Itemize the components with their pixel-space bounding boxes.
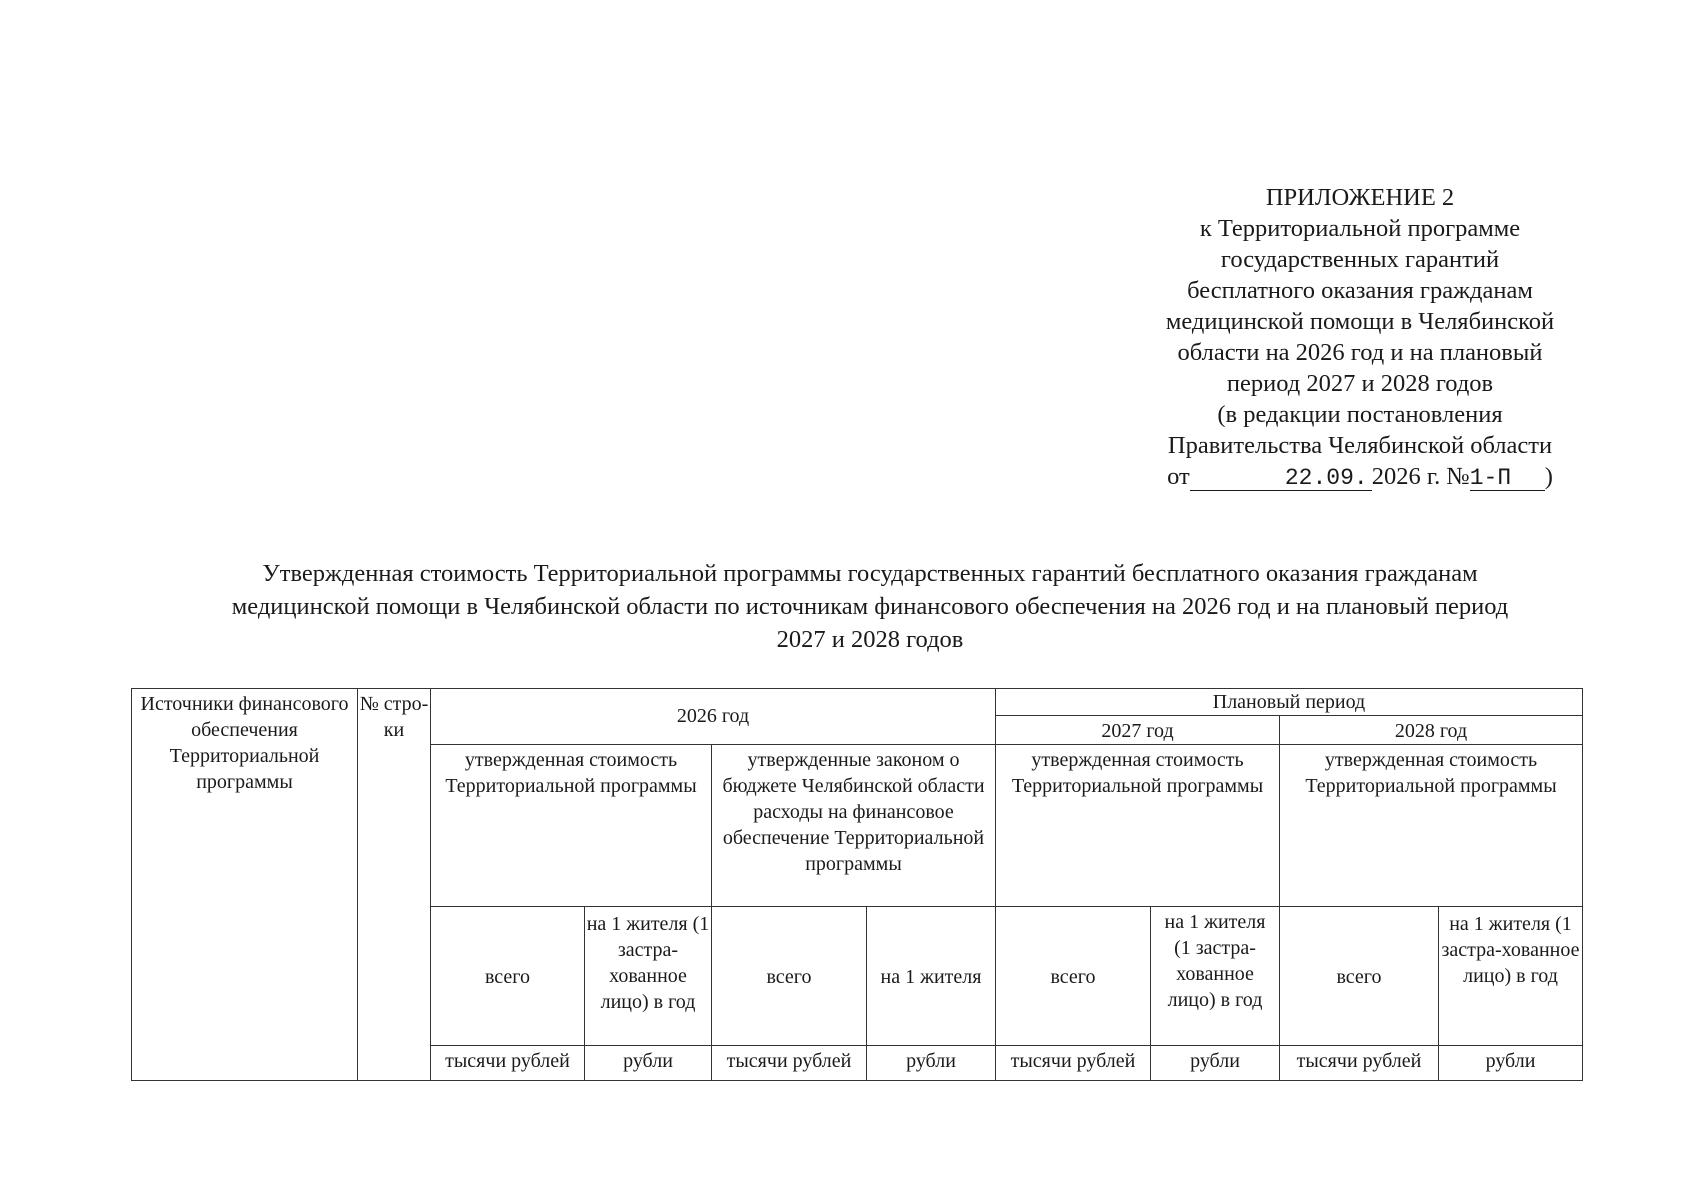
header-per-insured: на 1 жителя (1 застра-хованное лицо) в год — [585, 907, 712, 1046]
appendix-line: к Территориальной программе — [1199, 215, 1521, 242]
appendix-line: Правительства Челябинской области — [1167, 432, 1553, 459]
year-suffix: 2026 г. № — [1371, 463, 1470, 490]
title-line: 2027 и 2028 годов — [776, 626, 964, 653]
header-per-insured: на 1 жителя (1 застра-хованное лицо) в год — [1151, 907, 1280, 1046]
appendix-date-line — [1120, 461, 1600, 492]
date-field: 22.09. — [1190, 466, 1372, 491]
header-approved-cost-2028: утвержденная стоимость Территориальной программы — [1280, 745, 1583, 907]
unit-rubles: рубли — [1151, 1046, 1280, 1081]
header-total: всего — [1280, 907, 1439, 1046]
unit-rubles: рубли — [1439, 1046, 1583, 1081]
unit-thousand-rubles: тысячи рублей — [431, 1046, 585, 1081]
header-total: всего — [431, 907, 585, 1046]
unit-thousand-rubles: тысячи рублей — [996, 1046, 1151, 1081]
title-line: медицинской помощи в Челябинской области по источникам финансового обеспечения на 2026 год и на плановый период — [231, 593, 1509, 620]
appendix-title: ПРИЛОЖЕНИЕ 2 — [1265, 184, 1455, 211]
appendix-line: период 2027 и 2028 годов — [1226, 370, 1494, 397]
cost-table — [131, 688, 1583, 1081]
closing-paren: ) — [1544, 463, 1553, 490]
header-year-2028: 2028 год — [1280, 716, 1583, 745]
appendix-line: бесплатного оказания гражданам — [1187, 277, 1533, 304]
document-title — [100, 557, 1640, 656]
header-approved-cost-2026: утвержденная стоимость Территориальной программы — [431, 745, 712, 907]
appendix-line: области на 2026 год и на плановый — [1177, 339, 1543, 366]
header-year-2027: 2027 год — [996, 716, 1280, 745]
header-total: всего — [996, 907, 1151, 1046]
header-source: Источники финансового обеспечения Территориальной программы — [132, 689, 358, 1081]
unit-rubles: рубли — [867, 1046, 996, 1081]
header-per-insured: на 1 жителя (1 застра-хованное лицо) в год — [1439, 907, 1583, 1046]
appendix-line: государственных гарантий — [1220, 246, 1500, 273]
header-row-number: № стро-ки — [358, 689, 431, 1081]
header-planned-period: Плановый период — [996, 689, 1583, 716]
cost-table-wrapper — [131, 688, 1583, 1081]
unit-thousand-rubles: тысячи рублей — [1280, 1046, 1439, 1081]
date-prefix: от — [1167, 463, 1190, 490]
appendix-header — [1120, 182, 1600, 492]
header-total: всего — [712, 907, 867, 1046]
number-field: 1-П — [1470, 466, 1545, 491]
header-budget-law-2026: утвержденные законом о бюджете Челябинской области расходы на финансовое обеспечение Территориальной программы — [712, 745, 996, 907]
appendix-line: (в редакции постановления — [1217, 401, 1503, 428]
unit-rubles: рубли — [585, 1046, 712, 1081]
appendix-line: медицинской помощи в Челябинской — [1165, 308, 1555, 335]
header-per-resident: на 1 жителя — [867, 907, 996, 1046]
unit-thousand-rubles: тысячи рублей — [712, 1046, 867, 1081]
header-year-2026: 2026 год — [431, 689, 996, 745]
header-approved-cost-2027: утвержденная стоимость Территориальной программы — [996, 745, 1280, 907]
title-line: Утвержденная стоимость Территориальной программы государственных гарантий бесплатного оказания гражданам — [262, 560, 1478, 587]
